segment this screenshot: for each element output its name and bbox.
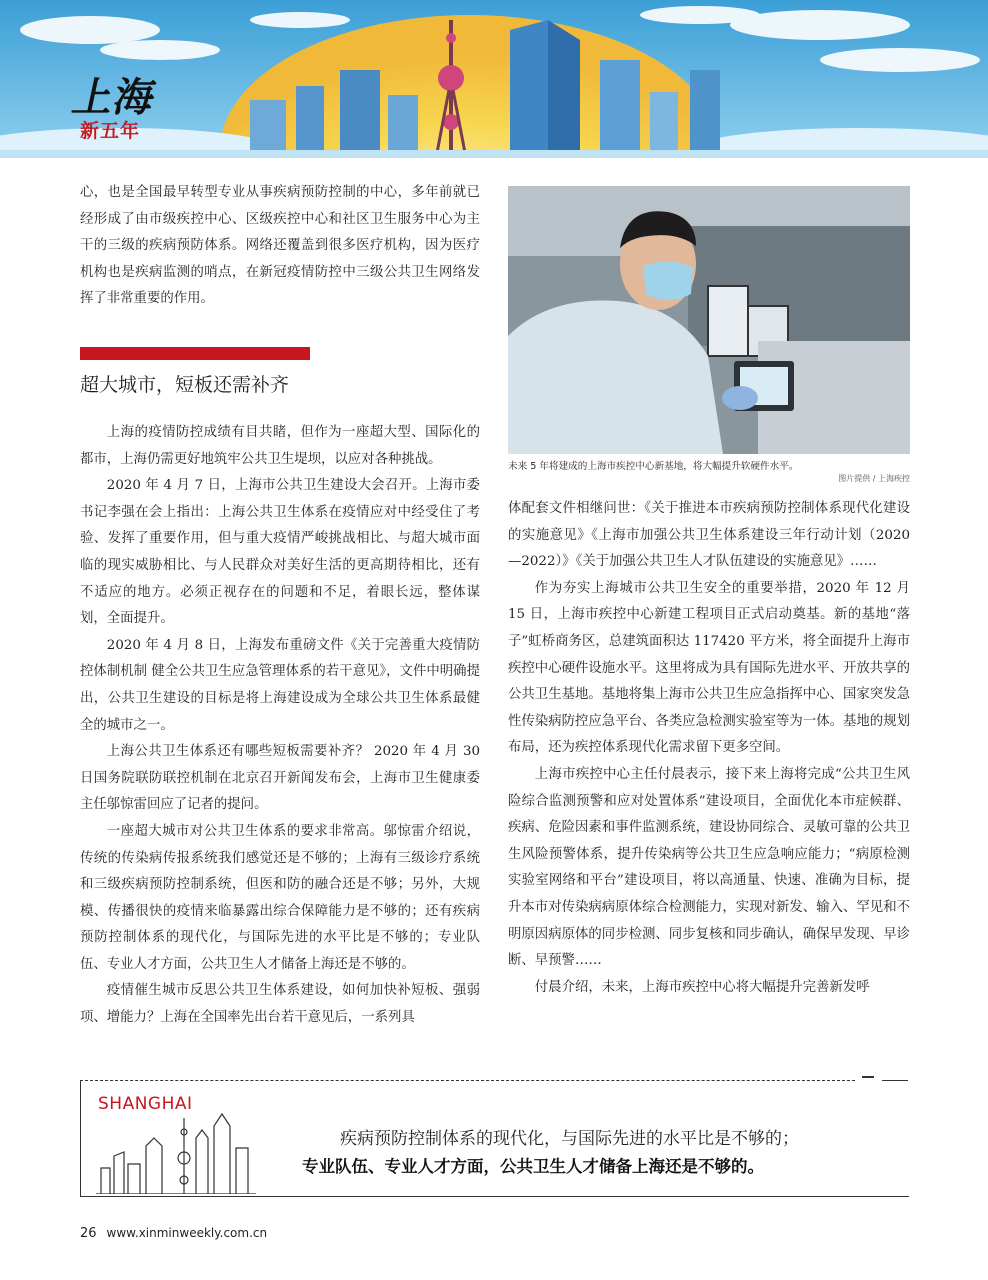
paragraph: 一座超大城市对公共卫生体系的要求非常高。邬惊雷介绍说，传统的传染病传报系统我们感觉还是不够的；上海有三级诊疗系统和三级疾病预防控制系统，但医和防的融合还是不够；另外，大规模、传播很快的疫情来临暴露出综合保障能力是不够的；还有疾病预防控制体系的现代化，与国际先进的水平比是不够的；专业队伍、专业人才方面，公共卫生人才储备上海还是不够的。 <box>80 823 480 972</box>
section-heading: 超大城市，短板还需补齐 <box>80 374 290 396</box>
paragraph: 上海市疾控中心主任付晨表示，接下来上海将完成“公共卫生风险综合监测预警和应对处置体系”建设项目，全面优化本市症候群、疾病、危险因素和事件监测系统，建设协同综合、灵敏可靠的公共卫生风险预警体系，提升传染病等公共卫生应急响应能力；“病原检测实验室网络和平台”建设项目，将以高通量、快速、准确为目标，提升本市对传染病病原体综合检测能力，实现对新发、输入、罕见和不明原因病原体的同步检测、同步复核和同步确认，确保早发现、早诊断、早预警…… <box>508 766 910 969</box>
pull-quote-line-1: 疾病预防控制体系的现代化，与国际先进的水平比是不够的； <box>340 1129 799 1149</box>
paragraph: 付晨介绍，未来，上海市疾控中心将大幅提升完善新发呼 <box>534 979 870 995</box>
header-banner <box>0 0 988 158</box>
paragraph: 2020 年 4 月 7 日，上海市公共卫生建设大会召开。上海市委书记李强在会上指出：上海公共卫生体系在疫情应对中经受住了考验、发挥了重要作用，但与重大疫情严峻挑战相比、与超大城市面临的现实威胁相比、与人民群众对美好生活的更高期待相比，还有不适应的地方。必须正视存在的问题和不足，着眼长远，整体谋划，全面提升。 <box>80 478 480 627</box>
column-title: 新五年 <box>80 120 141 142</box>
left-top-text <box>80 180 480 313</box>
skyline-sketch-icon <box>96 1108 256 1194</box>
paragraph: 2020 年 4 月 8 日，上海发布重磅文件《关于完善重大疫情防控体制机制 健全公共卫生应急管理体系的若干意见》，文件中明确提出，公共卫生建设的目标是将上海建设成为全球公共卫生体系最健全的城市之一。 <box>80 637 480 733</box>
paragraph: 体配套文件相继问世：《关于推进本市疾病预防控制体系现代化建设的实施意见》《上海市加强公共卫生体系建设三年行动计划（2020—2022）》《关于加强公共卫生人才队伍建设的实施意见》…… <box>508 501 910 570</box>
lab-scene-illustration <box>508 186 910 454</box>
website-url: www.xinminweekly.com.cn <box>106 1226 268 1240</box>
paragraph: 上海的疫情防控成绩有目共睹，但作为一座超大型、国际化的都市，上海仍需更好地筑牢公共卫生堤坝，以应对各种挑战。 <box>80 425 480 467</box>
pull-quote-dash-mark <box>862 1076 874 1078</box>
paragraph: 疫情催生城市反思公共卫生体系建设，如何加快补短板、强弱项、增能力？上海在全国率先出台若干意见后，一系列具 <box>80 983 480 1026</box>
paragraph: 作为夯实上海城市公共卫生安全的重要举措，2020 年 12 月 15 日，上海市疾控中心新建工程项目正式启动奠基。新的基地“落子”虹桥商务区，总建筑面积达 117420 平方米，将全面提升上海市疾控中心硬件设施水平。这里将成为具有国际先进水平、开放共享的公共卫生基地。基地将集上海市公共卫生应急指挥中心、国家突发急性传染病防控应急平台、各类应急检测实验室等为一体。基地的规划布局，还为疾控体系现代化需求留下更多空间。 <box>508 580 910 756</box>
photo-credit: 图片提供 / 上海疾控 <box>838 474 910 483</box>
section-divider-bar <box>80 347 310 360</box>
page-footer <box>80 1226 267 1241</box>
pull-quote-label: SHANGHAI <box>98 1094 193 1114</box>
photo-caption: 未来 5 年将建成的上海市疾控中心新基地，将大幅提升软硬件水平。 <box>508 461 799 472</box>
pull-quote-top-border <box>80 1080 855 1081</box>
right-column-text <box>508 496 910 1001</box>
lab-photo <box>508 186 910 454</box>
pull-quote-corner-line <box>882 1080 908 1081</box>
page-number: 26 <box>80 1226 97 1241</box>
left-column-text <box>80 420 480 1032</box>
pull-quote-line-2: 专业队伍、专业人才方面，公共卫生人才储备上海还是不够的。 <box>302 1157 764 1176</box>
magazine-logo: 上海 <box>68 74 161 121</box>
paragraph: 上海公共卫生体系还有哪些短板需要补齐？ 2020 年 4 月 30 日国务院联防联控机制在北京召开新闻发布会，上海市卫生健康委主任邬惊雷回应了记者的提问。 <box>80 744 480 813</box>
paragraph: 心，也是全国最早转型专业从事疾病预防控制的中心，多年前就已经形成了由市级疾控中心、区级疾控中心和社区卫生服务中心为主干的三级的疾病预防体系。网络还覆盖到很多医疗机构，因为医疗机构也是疾病监测的哨点，在新冠疫情防控中三级公共卫生网络发挥了非常重要的作用。 <box>80 185 480 307</box>
